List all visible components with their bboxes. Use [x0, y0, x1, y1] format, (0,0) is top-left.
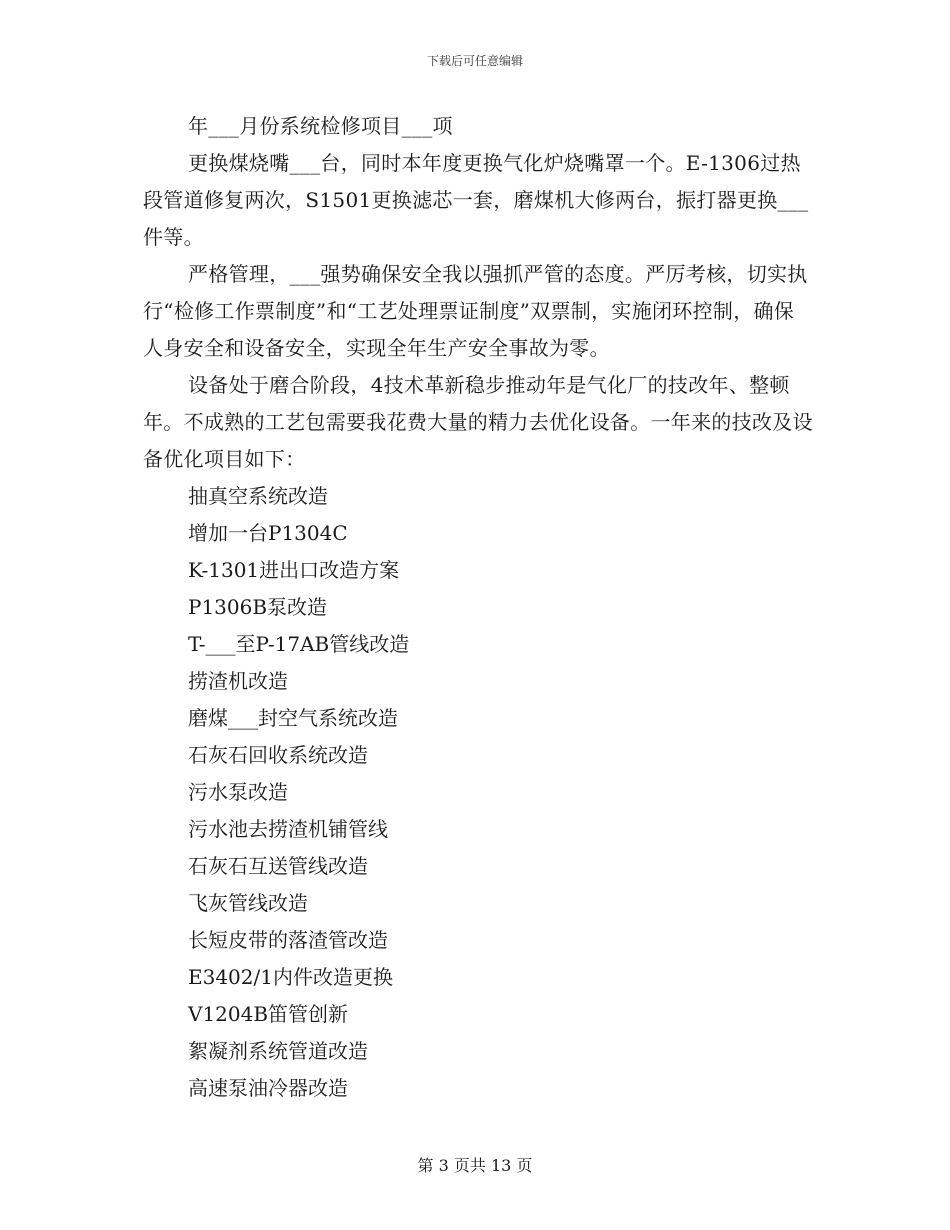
list-item: 增加一台P1304C	[188, 521, 348, 545]
list-item: 长短皮带的落渣管改造	[188, 928, 388, 952]
list-item: 抽真空系统改造	[188, 484, 328, 508]
list-item: 絮凝剂系统管道改造	[188, 1039, 368, 1063]
list-item: V1204B笛管创新	[188, 1002, 349, 1026]
paragraph-maintenance-count: 年___月份系统检修项目___项	[188, 114, 453, 138]
list-item: 污水泵改造	[188, 780, 288, 804]
list-item: E3402/1内件改造更换	[188, 965, 393, 989]
list-item: 石灰石互送管线改造	[188, 854, 368, 878]
list-item: K-1301进出口改造方案	[188, 558, 400, 582]
list-item: 飞灰管线改造	[188, 891, 308, 915]
page-header: 下载后可任意编辑	[426, 54, 523, 68]
paragraph-burner-replacement: 更换煤烧嘴___台，同时本年度更换气化炉烧嘴罩一个。E-1306过热段管道修复两次，S1501更换滤芯一套，磨煤机大修两台，振打器更换___件等。	[143, 151, 809, 249]
list-item: P1306B泵改造	[188, 595, 328, 619]
list-item: T-___至P-17AB管线改造	[188, 632, 410, 656]
list-item: 捞渣机改造	[188, 669, 288, 693]
list-item: 磨煤___封空气系统改造	[188, 706, 398, 730]
paragraph-equipment-optimization: 设备处于磨合阶段，4技术革新稳步推动年是气化厂的技改年、整顿年。不成熟的工艺包需要我花费大量的精力去优化设备。一年来的技改及设备优化项目如下：	[143, 373, 813, 471]
list-item: 污水池去捞渣机铺管线	[188, 817, 388, 841]
page-number: 第 3 页共 13 页	[417, 1156, 533, 1175]
paragraph-strict-management: 严格管理，___强势确保安全我以强抓严管的态度。严厉考核，切实执行“检修工作票制度”和“工艺处理票证制度”双票制，实施闭环控制，确保人身安全和设备安全，实现全年生产安全事故为零。	[143, 262, 808, 360]
list-item: 高速泵油冷器改造	[188, 1076, 348, 1100]
list-item: 石灰石回收系统改造	[188, 743, 368, 767]
document-body	[143, 108, 813, 1107]
optimization-project-list	[143, 478, 813, 1107]
